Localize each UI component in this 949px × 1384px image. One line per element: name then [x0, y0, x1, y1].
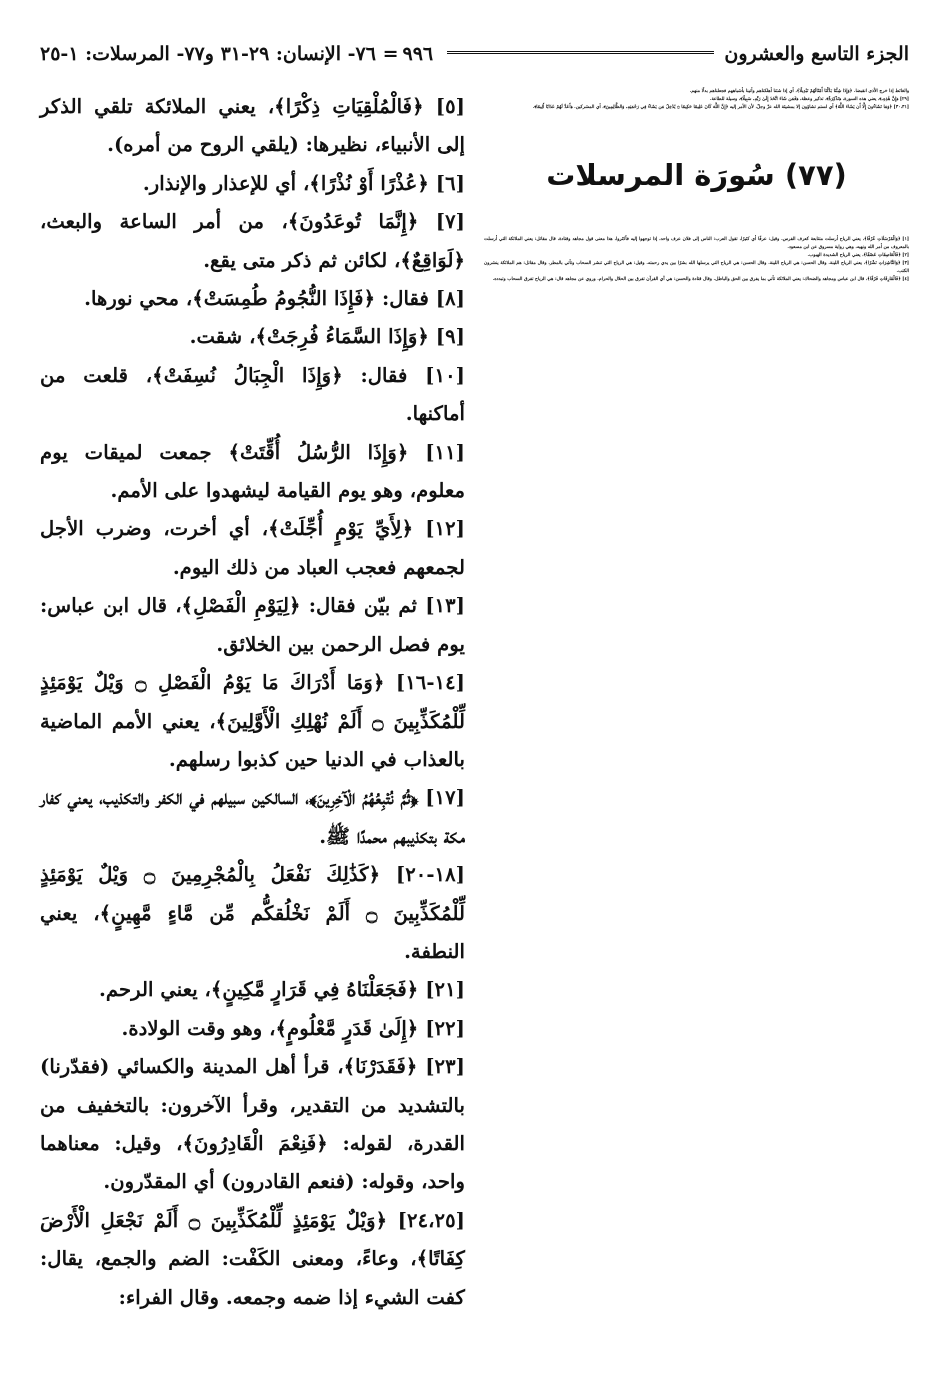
- paragraph: [٢٩] ﴿إِنَّ هَٰذِهِۦ﴾، يعني هذه السورة، ﴿تَذْكِرَةٌ﴾، تذكير وعظة، ﴿فَمَن شَاءَ اتَّخَذَ إِلَىٰ رَبِّهِۦ سَبِيلًا﴾، وسيلة للطاعة.: [709, 97, 909, 102]
- paragraph: [١٠] فقال: ﴿وَإِذَا الْجِبَالُ نُسِفَتْ﴾، قلعت من أماكنها.: [40, 363, 465, 426]
- paragraph: [٢] ﴿فَالْعَاصِفَاتِ عَصْفًا﴾، يعني الرياح الشديدة الهبوب.: [807, 253, 909, 258]
- paragraph: والغائط إذا خرج الأذى انقبضا. ﴿وَإِذَا شِئْنَا بَدَّلْنَا أَمْثَالَهُمْ تَبْدِيلًا﴾، أي إذا شئنا أهلكناهم وأتينا بأشباههم فجعلناهم بدلًا منهم.: [689, 89, 909, 94]
- sura-title: (٧٧) سُورَة المرسلات: [546, 158, 847, 192]
- paragraph: [١٤-١٦] ﴿وَمَا أَدْرَاكَ مَا يَوْمُ الْفَصْلِ ۝ وَيْلٌ يَوْمَئِذٍ لِّلْمُكَذِّبِينَ ۝ أَلَمْ نُهْلِكِ الْأَوَّلِينَ﴾، يعني الأمم الماضية بالعذاب في الدنيا حين كذبوا رسلهم.: [40, 671, 465, 771]
- page-number: ٩٩٦: [402, 43, 434, 65]
- paragraph: [٢٣] ﴿فَقَدَرْنَا﴾، قرأ أهل المدينة والكسائي (فقدّرنا) بالتشديد من التقدير، وقرأ الآخرون: بالتخفيف من القدرة، لقوله: ﴿فَنِعْمَ الْقَادِرُونَ﴾، وقيل: معناهما واحد، وقوله: (فنعم القادرون) أي المقدّرون.: [40, 1055, 465, 1194]
- juz-label: الجزء التاسع والعشرون: [724, 43, 909, 65]
- paragraph: [٥] ﴿فَالْمُلْقِيَاتِ ذِكْرًا﴾، يعني الملائكة تلقي الذكر إلى الأنبياء، نظيرها: (يلقي الروح من أمره).: [40, 95, 465, 157]
- paragraph: [١١] ﴿وَإِذَا الرُّسُلُ أُقِّتَتْ﴾ جمعت لميقات يوم معلوم، وهو يوم القيامة ليشهدوا على الأمم.: [40, 440, 465, 503]
- paragraph: [٢٢] ﴿إِلَىٰ قَدَرٍ مَّعْلُومٍ﴾، وهو وقت الولادة.: [121, 1016, 465, 1040]
- paragraph: [٩] ﴿وَإِذَا السَّمَاءُ فُرِجَتْ﴾، شقت.: [189, 325, 465, 349]
- paragraph: [٢٤،٢٥] ﴿وَيْلٌ يَوْمَئِذٍ لِّلْمُكَذِّبِينَ ۝ أَلَمْ نَجْعَلِ الْأَرْضَ كِفَاتًا﴾، وعاءً، ومعنى الكَفْت: الضم والجمع، يقال: كفت الشيء إذا ضمه وجمعه. وقال الفراء:: [40, 1208, 465, 1309]
- paragraph: [١٨-٢٠] ﴿كَذَٰلِكَ نَفْعَلُ بِالْمُجْرِمِينَ ۝ وَيْلٌ يَوْمَئِذٍ لِّلْمُكَذِّبِينَ ۝ أَلَمْ نَخْلُقكُّم مِّن مَّاءٍ مَّهِينٍ﴾، يعني النطفة.: [40, 863, 465, 963]
- text-columns: [40, 88, 909, 1317]
- running-head: [40, 34, 909, 74]
- paragraph: [٣٠،٣١] ﴿وَمَا تَشَاءُونَ إِلَّا أَن يَشَاءَ اللَّهُ﴾ أي لستم تشاؤون إلا بمشيئة الله عزّ وجلّ، لأن الأمر إليه ﴿إِنَّ اللَّهَ كَانَ عَلِيمًا حَكِيمًا ۝ يُدْخِلُ مَن يَشَاءُ فِي رَحْمَتِهِۦ وَالظَّالِمِينَ﴾، أي المشركين. ﴿أَعَدَّ لَهُمْ عَذَابًا أَلِيمًا﴾.: [532, 105, 909, 110]
- paragraph: [٦] ﴿عُذْرًا أَوْ نُذْرًا﴾، أي للإعذار والإنذار.: [142, 171, 465, 195]
- paragraph: [٢١] ﴿فَجَعَلْنَاهُ فِي قَرَارٍ مَّكِينٍ﴾، يعني الرحم.: [99, 978, 465, 1002]
- paragraph: [١٢] ﴿لِأَيِّ يَوْمٍ أُجِّلَتْ﴾، أي أخرت، وضرب الأجل لجمعهم فعجب العباد من ذلك اليوم.: [40, 517, 465, 579]
- paragraph: [١] ﴿وَالْمُرْسَلَاتِ عُرْفًا﴾، يعني الرياح أرسلت متتابعة كعرف الفرس. وقيل: عرفًا أي كثيرًا، تقول العرب: الناس إلى فلان عرف واحد، إذا توجهوا إليه فأكثروا، هذا معنى قول مجاهد وقتادة، قال مقاتل: يعني الملائكة التي أرسلت بالمعروف من أمر الله ونهيه، وهي رواية مسروق عن ابن مسعود.: [484, 237, 909, 250]
- paragraph: [٣] ﴿وَالنَّاشِرَاتِ نَشْرًا﴾، يعني الرياح اللينة. وقال الحسن: هي الرياح اللينة. وقال الحسن: هي الرياح التي يرسلها الله بشرًا بين يدي رحمته. وقيل: هي الرياح التي تنشر السحاب وتأتي بالمطر. وقال مقاتل: هم الملائكة ينشرون الكتب.: [484, 261, 909, 274]
- right-column: [484, 88, 909, 1317]
- left-column: [40, 88, 465, 1317]
- paragraph: [٤] ﴿فَالْفَارِقَاتِ فَرْقًا﴾، قال ابن عباس ومجاهد والضحاك: يعني الملائكة تأتي بما يفرق بين الحق والباطل. وقال قتادة والحسن: هي آي القرآن تفرق بين الحلال والحرام. وروي عن مجاهد قال: هي الرياح تفرق السحاب وتبدده.: [492, 277, 909, 282]
- paragraph: [٧] ﴿إِنَّمَا تُوعَدُونَ﴾، من أمر الساعة والبعث، ﴿لَوَاقِعٌ﴾، لكائن ثم ذكر متى يقع.: [40, 210, 465, 272]
- paragraph: [١٧] ﴿ثُمَّ نُتْبِعُهُمُ الْآخِرِينَ﴾، السالكين سبيلهم في الكفر والتكذيب، يعني كفار مكة بتكذيبهم محمدًا ﷺ.: [40, 786, 465, 848]
- header-rule: [447, 51, 714, 57]
- paragraph: [١٣] ثم بيّن فقال: ﴿لِيَوْمِ الْفَصْلِ﴾، قال ابن عباس: يوم فصل الرحمن بين الخلائق.: [40, 594, 465, 656]
- paragraph: [٨] فقال: ﴿فَإِذَا النُّجُومُ طُمِسَتْ﴾، محي نورها.: [84, 287, 465, 311]
- sura-range: = ٧٦- الإنسان: ٢٩-٣١ و٧٧- المرسلات: ١-٢٥: [40, 43, 399, 65]
